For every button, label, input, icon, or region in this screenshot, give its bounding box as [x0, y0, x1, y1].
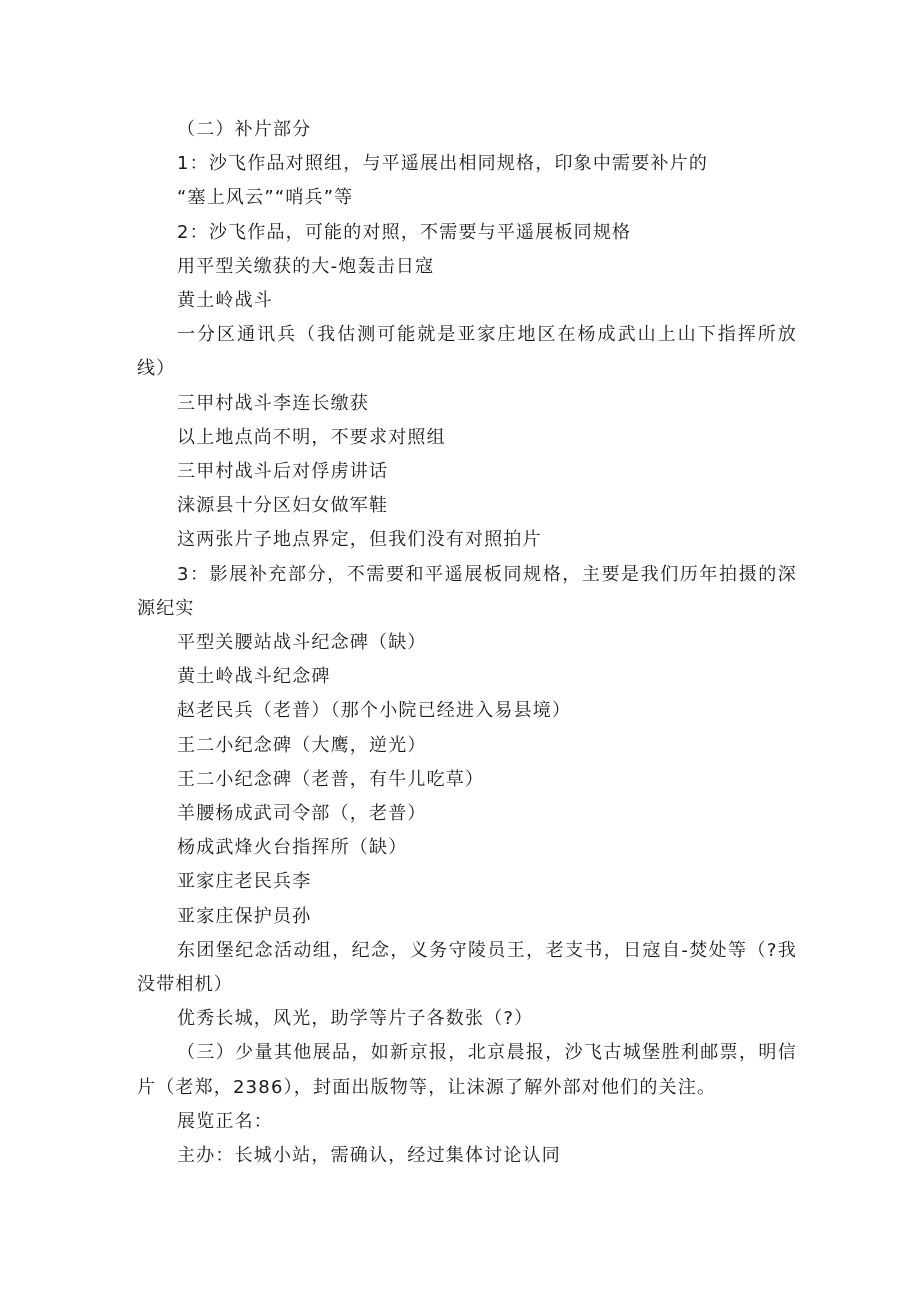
list-item: 黄土岭战斗 [177, 290, 273, 312]
paragraph-item-1-examples: “塞上风云”“哨兵”等 [177, 187, 354, 209]
list-item: 三甲村战斗李连长缴获 [177, 392, 369, 414]
list-item: 羊腰杨成武司令部（，老普） [177, 803, 427, 825]
list-item: 优秀长城，风光，助学等片子各数张（?） [177, 1008, 534, 1030]
list-item: 亚家庄老民兵李 [177, 871, 312, 893]
list-item: 用平型关缴获的大-炮轰击日寇 [177, 255, 435, 277]
paragraph-item-2: 2：沙飞作品，可能的对照，不需要与平遥展板同规格 [177, 221, 632, 243]
document-body [137, 113, 797, 1173]
list-item: 三甲村战斗后对俘虏讲话 [177, 461, 389, 483]
list-item: 杨成武烽火台指挥所（缺） [177, 837, 408, 859]
list-item: 黄土岭战斗纪念碑 [177, 666, 331, 688]
list-item: 赵老民兵（老普）（那个小院已经进入易县境） [177, 700, 572, 722]
list-item: 平型关腰站战斗纪念碑（缺） [177, 632, 427, 654]
organizer-line: 主办：长城小站，需确认，经过集体讨论认同 [177, 1145, 561, 1167]
exhibition-name-heading: 展览正名： [177, 1110, 273, 1132]
list-item: 王二小纪念碑（老普，有牛儿吃草） [177, 768, 485, 790]
list-item: 亚家庄保护员孙 [177, 905, 312, 927]
list-item: 一分区通讯兵（我估测可能就是亚家庄地区在杨成武山上山下指挥所放线） [137, 324, 797, 380]
list-item: 涞源县十分区妇女做军鞋 [177, 495, 389, 517]
list-item: 东团堡纪念活动组，纪念，义务守陵员王，老支书，日寇自-焚处等（?我没带相机） [137, 939, 797, 996]
list-item: 王二小纪念碑（大鹰，逆光） [177, 734, 427, 756]
paragraph-item-3: 3：影展补充部分，不需要和平遥展板同规格，主要是我们历年拍摄的深源纪实 [137, 563, 797, 619]
section-heading-other-exhibits: （三）少量其他展品，如新京报，北京晨报，沙飞古城堡胜利邮票，明信片（老郑，2386），封面出版物等，让沫源了解外部对他们的关注。 [137, 1042, 797, 1098]
paragraph-item-1: 1：沙飞作品对照组，与平遥展出相同规格，印象中需要补片的 [177, 153, 709, 175]
list-item: 这两张片子地点界定，但我们没有对照拍片 [177, 529, 542, 551]
section-heading-supplement: （二）补片部分 [177, 119, 312, 140]
list-item: 以上地点尚不明，不要求对照组 [177, 426, 446, 448]
